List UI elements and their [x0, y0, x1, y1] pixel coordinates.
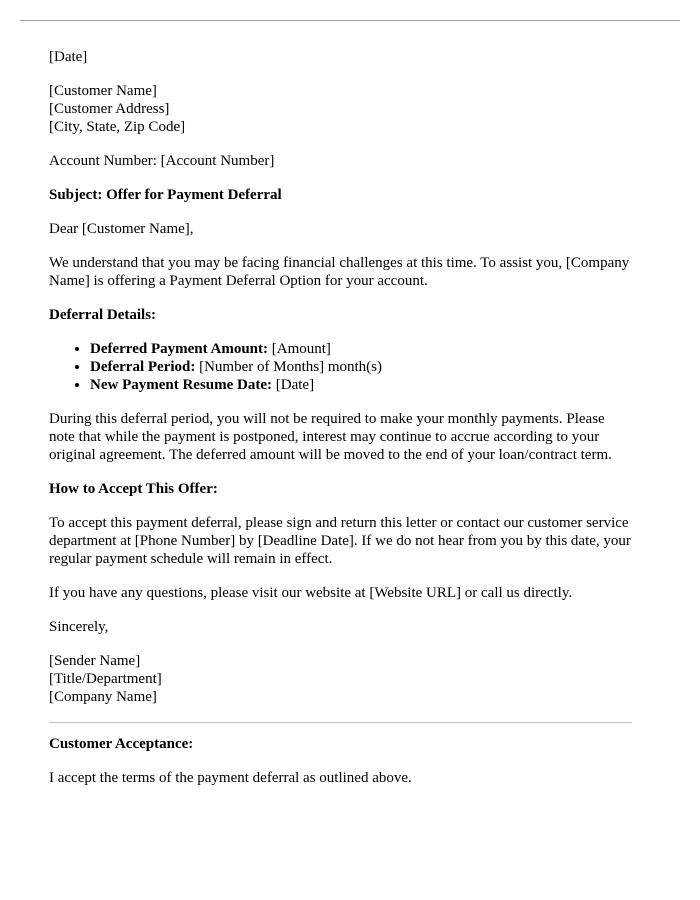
list-item-label: New Payment Resume Date: — [90, 377, 273, 393]
customer-name-line: [Customer Name] — [49, 83, 157, 99]
customer-acceptance-heading: Customer Acceptance: — [49, 736, 194, 752]
sender-title-line: [Title/Department] — [49, 671, 162, 687]
signature-block — [49, 652, 632, 706]
how-to-accept-heading: How to Accept This Offer: — [49, 481, 218, 497]
intro-paragraph: We understand that you may be facing financial challenges at this time. To assist you, [Company Name] is offering a Payment Deferral Option for your account. — [49, 255, 630, 289]
questions-paragraph: If you have any questions, please visit our website at [Website URL] or call us directly. — [49, 585, 573, 601]
list-item-resume-date — [90, 376, 632, 394]
subject-line: Subject: Offer for Payment Deferral — [49, 187, 282, 203]
account-number-line: Account Number: [Account Number] — [49, 153, 275, 169]
deferral-explanation-paragraph: During this deferral period, you will not be required to make your monthly payments. Please note that while the payment is postponed, interest may continue to accrue according to your original agreement. The deferred amount will be moved to the end of your loan/contract term. — [49, 411, 612, 463]
list-item-value: [Amount] — [271, 341, 331, 357]
sender-name-line: [Sender Name] — [49, 653, 141, 669]
customer-city-line: [City, State, Zip Code] — [49, 119, 186, 135]
deferral-details-heading: Deferral Details: — [49, 307, 157, 323]
customer-address-block — [49, 82, 632, 136]
list-item-deferred-amount — [90, 340, 632, 358]
list-item-label: Deferral Period: — [90, 359, 196, 375]
letter-page — [20, 20, 680, 803]
date-placeholder: [Date] — [49, 49, 88, 65]
accept-instructions-paragraph: To accept this payment deferral, please sign and return this letter or contact our customer service department at [Phone Number] by [Deadline Date]. If we do not hear from you by this date, your regular payment schedule will remain in effect. — [49, 515, 631, 567]
sender-company-line: [Company Name] — [49, 689, 157, 705]
list-item-value: [Date] — [275, 377, 315, 393]
closing-line: Sincerely, — [49, 619, 109, 635]
section-divider — [49, 722, 632, 723]
list-item-value: [Number of Months] month(s) — [199, 359, 383, 375]
salutation: Dear [Customer Name], — [49, 221, 194, 237]
list-item-label: Deferred Payment Amount: — [90, 341, 269, 357]
customer-address-line: [Customer Address] — [49, 101, 170, 117]
deferral-details-list — [49, 340, 632, 394]
list-item-deferral-period — [90, 358, 632, 376]
payment-deferral-letter — [20, 21, 680, 787]
acceptance-statement-line: I accept the terms of the payment deferral as outlined above. — [49, 770, 412, 786]
